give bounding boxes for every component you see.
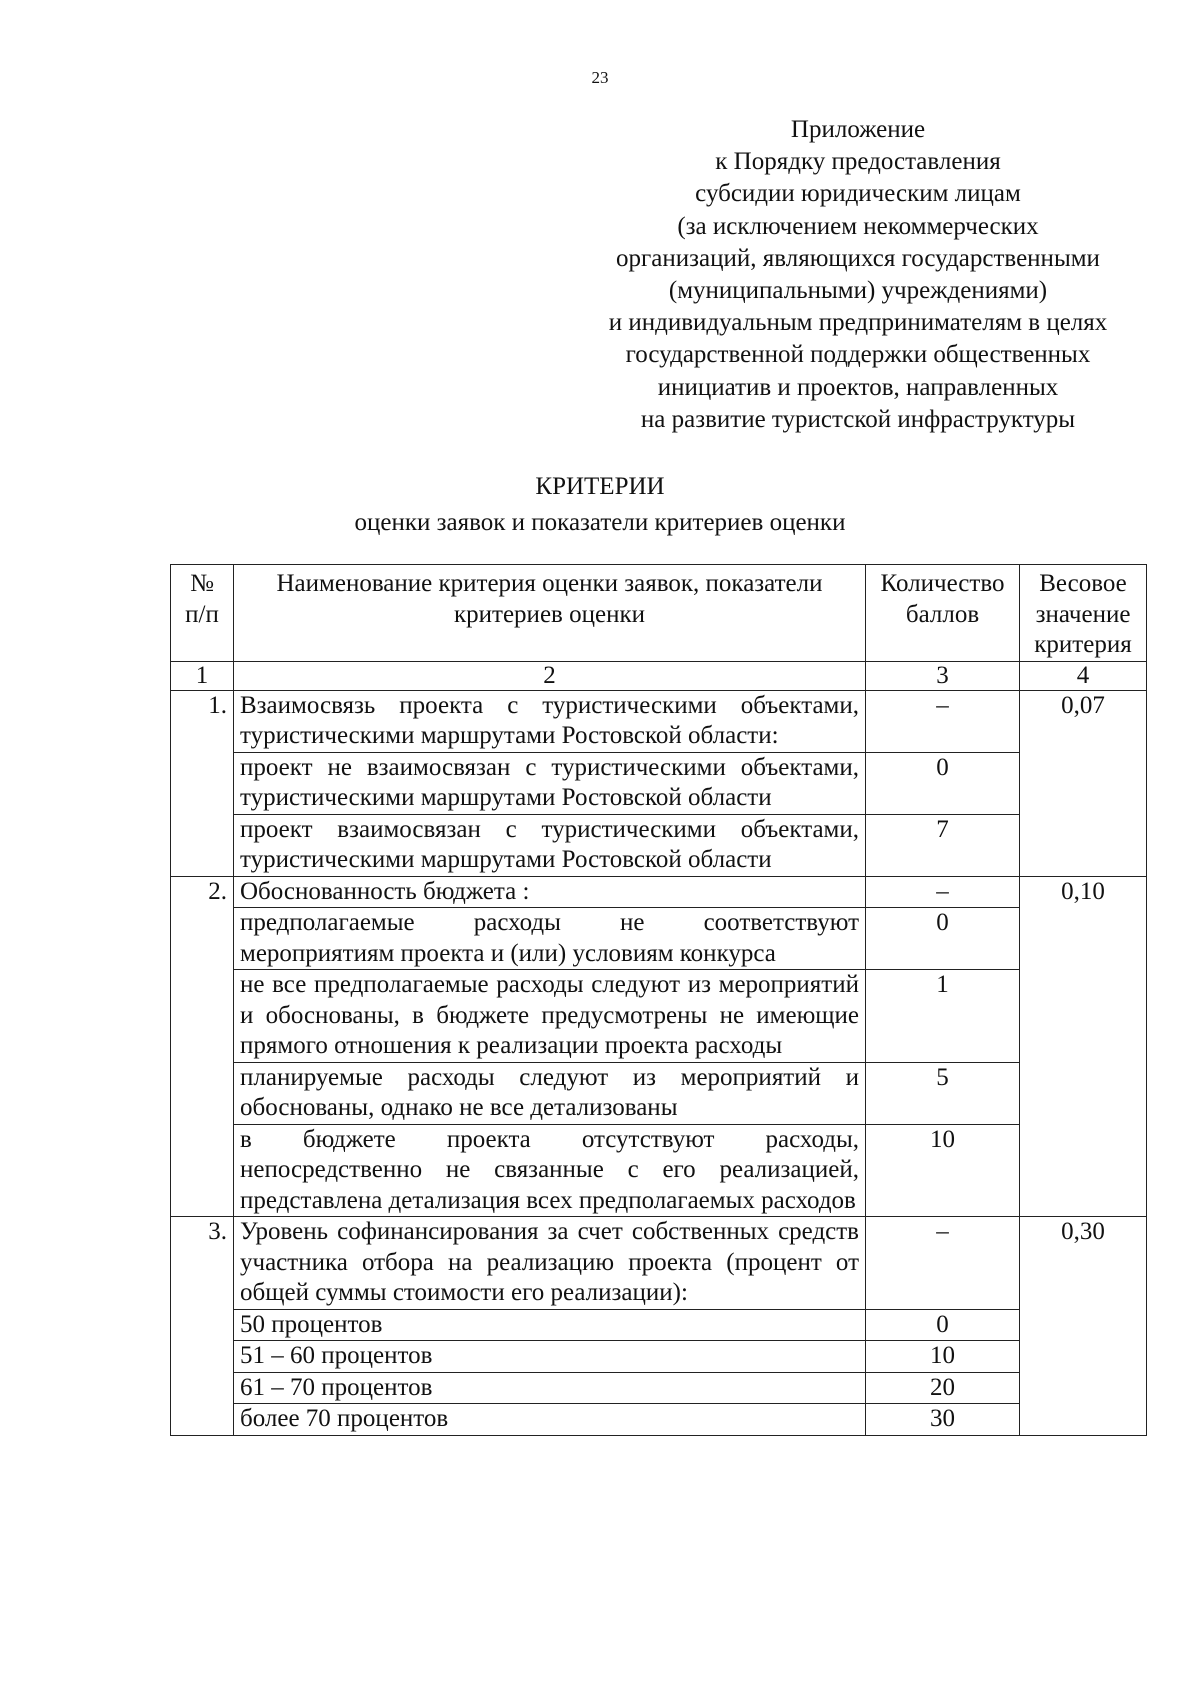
table-row: [171, 876, 1147, 908]
indicator-text: проект не взаимосвязан с туристическими объектами, туристическими маршрутами Ростовской области: [234, 752, 866, 814]
column-number: 2: [234, 661, 866, 690]
indicator-text: предполагаемые расходы не соответствуют мероприятиям проекта и (или) условиям конкурса: [234, 908, 866, 970]
column-number: 4: [1020, 661, 1147, 690]
criterion-weight: 0,30: [1020, 1217, 1147, 1436]
indicator-text: проект взаимосвязан с туристическими объектами, туристическими маршрутами Ростовской области: [234, 814, 866, 876]
indicator-score: 0: [866, 752, 1020, 814]
appendix-line: (за исключением некоммерческих: [677, 212, 1039, 240]
appendix-line: Приложение: [790, 116, 926, 143]
criterion-title-score: –: [866, 1217, 1020, 1310]
column-number-row: [171, 661, 1147, 690]
indicator-text: не все предполагаемые расходы следуют из мероприятий и обоснованы, в бюджете предусмотрены не имеющие прямого отношения к реализации проекта расходы: [234, 970, 866, 1063]
criterion-number: 3.: [171, 1217, 234, 1436]
appendix-line: к Порядку предоставления: [715, 148, 1001, 176]
indicator-score: 0: [866, 908, 1020, 970]
appendix-line: (муниципальными) учреждениями): [668, 277, 1048, 305]
indicator-text: планируемые расходы следуют из мероприятий и обоснованы, однако не все детализованы: [234, 1062, 866, 1124]
criterion-weight: 0,10: [1020, 876, 1147, 1217]
appendix-line: и индивидуальным предпринимателям в целях: [608, 309, 1108, 337]
page-number: 23: [591, 68, 609, 87]
table-row: [171, 1062, 1147, 1124]
indicator-score: 5: [866, 1062, 1020, 1124]
document-title: КРИТЕРИИ: [535, 473, 665, 500]
criterion-title: Взаимосвязь проекта с туристическими объектами, туристическими маршрутами Ростовской области:: [234, 690, 866, 752]
column-number: 1: [171, 661, 234, 690]
table-row: [171, 814, 1147, 876]
criterion-weight: 0,07: [1020, 690, 1147, 876]
table-row: [171, 908, 1147, 970]
criterion-number: 2.: [171, 876, 234, 1217]
indicator-text: 50 процентов: [234, 1309, 866, 1341]
criterion-title: Обоснованность бюджета :: [234, 876, 866, 908]
indicator-score: 20: [866, 1372, 1020, 1404]
appendix-line: субсидии юридическим лицам: [695, 180, 1021, 208]
table-row: [171, 970, 1147, 1063]
table-row: [171, 1309, 1147, 1341]
table-row: [171, 1341, 1147, 1373]
appendix-line: организаций, являющихся государственными: [616, 244, 1100, 272]
table-row: [171, 1404, 1147, 1436]
criterion-title-score: –: [866, 690, 1020, 752]
indicator-text: в бюджете проекта отсутствуют расходы, непосредственно не связанные с его реализацией, представлена детализация всех предполагаемых расходов: [234, 1124, 866, 1217]
criterion-title: Уровень софинансирования за счет собственных средств участника отбора на реализацию проекта (процент от общей суммы стоимости его реализации):: [234, 1217, 866, 1310]
indicator-score: 30: [866, 1404, 1020, 1436]
table-row: [171, 1372, 1147, 1404]
indicator-text: 61 – 70 процентов: [234, 1372, 866, 1404]
table-row: [171, 752, 1147, 814]
header-name: Наименование критерия оценки заявок, показатели критериев оценки: [234, 565, 866, 662]
appendix-header: [558, 114, 1158, 436]
table-row: [171, 1217, 1147, 1310]
column-number: 3: [866, 661, 1020, 690]
header-weight: Весовое значение критерия: [1020, 565, 1147, 662]
table-header-row: [171, 565, 1147, 662]
criteria-table: [170, 564, 1147, 1436]
appendix-line: на развитие туристской инфраструктуры: [640, 405, 1076, 433]
indicator-score: 10: [866, 1341, 1020, 1373]
table-row: [171, 1124, 1147, 1217]
criterion-title-score: –: [866, 876, 1020, 908]
indicator-text: 51 – 60 процентов: [234, 1341, 866, 1373]
appendix-line: государственной поддержки общественных: [625, 341, 1091, 369]
table-row: [171, 690, 1147, 752]
indicator-score: 0: [866, 1309, 1020, 1341]
indicator-score: 7: [866, 814, 1020, 876]
appendix-line: инициатив и проектов, направленных: [657, 373, 1059, 401]
criterion-number: 1.: [171, 690, 234, 876]
document-subtitle: оценки заявок и показатели критериев оценки: [354, 509, 846, 536]
header-number: № п/п: [171, 565, 234, 662]
indicator-text: более 70 процентов: [234, 1404, 866, 1436]
header-score: Количество баллов: [866, 565, 1020, 662]
indicator-score: 1: [866, 970, 1020, 1063]
indicator-score: 10: [866, 1124, 1020, 1217]
